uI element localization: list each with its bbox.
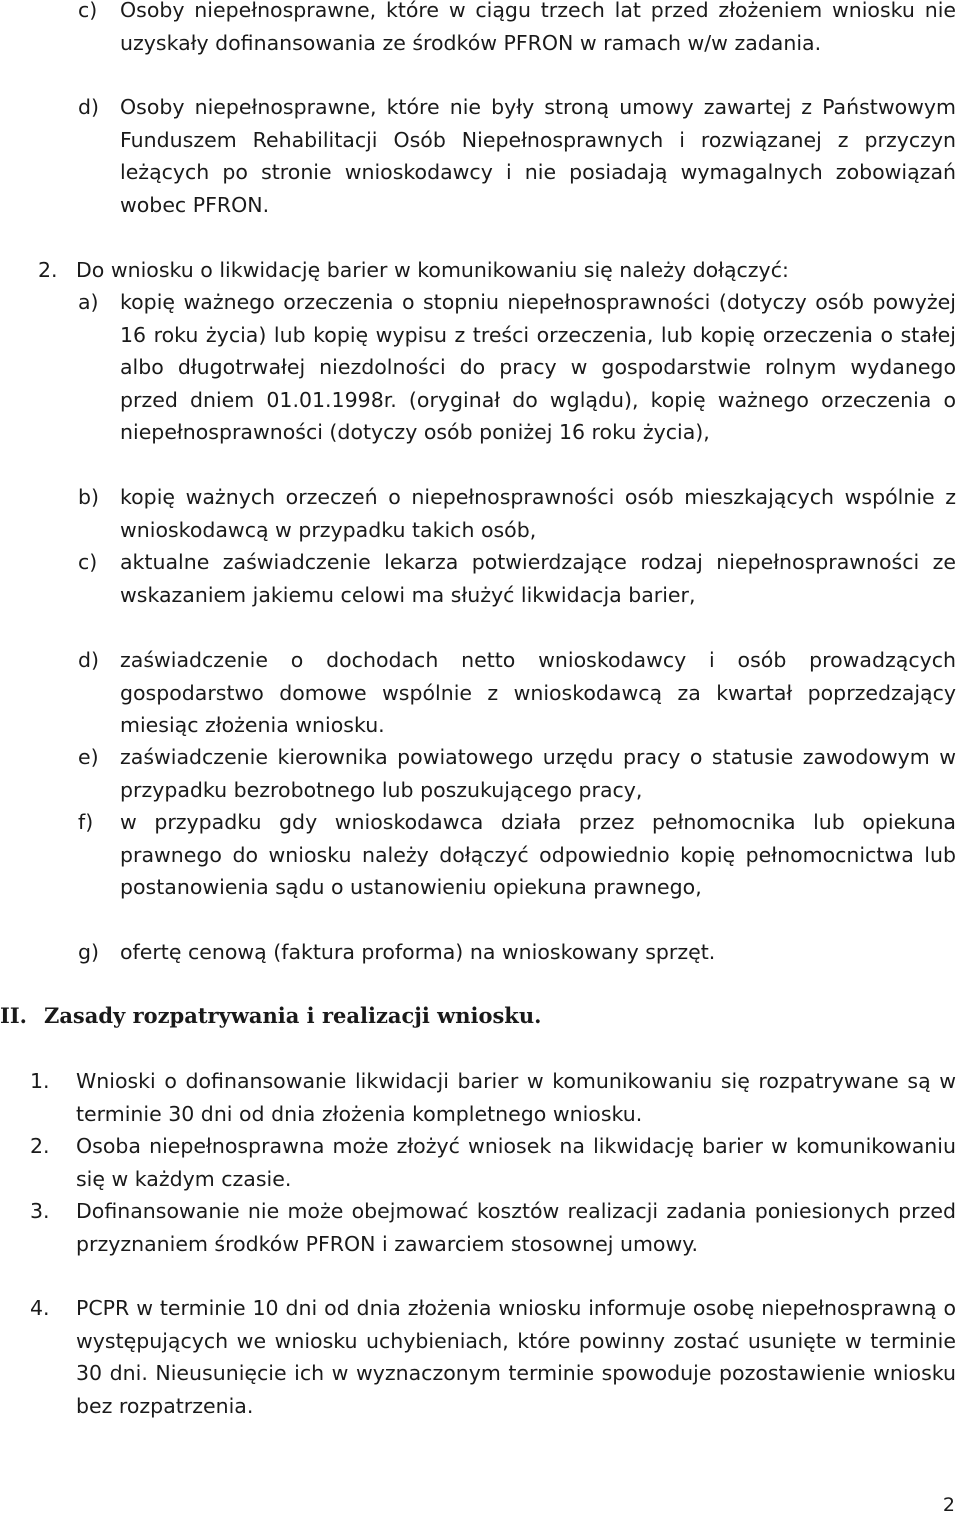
list-item-text: Osoby niepełnosprawne, które w ciągu trzech lat przed złożeniem wniosku nie uzyskały dofinansowania ze środków PFRON w ramach w/w zadania. bbox=[120, 0, 956, 55]
point-number: 2. bbox=[38, 258, 58, 282]
list-item-text: Osoba niepełnosprawna może złożyć wniosek na likwidację barier w komunikowaniu się w każdym czasie. bbox=[76, 1134, 956, 1191]
list-item-label: g) bbox=[78, 940, 100, 964]
list-item-text: kopię ważnego orzeczenia o stopniu niepełnosprawności (dotyczy osób powyżej 16 roku życia) lub kopię wypisu z treści orzeczenia, lub kopię orzeczenia o stałej albo długotrwałej niezdolności do pracy w gospodarstwie rolnym wydanego przed dniem 01.01.1998r. (oryginał do wglądu), kopię ważnego orzeczenia o niepełnosprawności (dotyczy osób poniżej 16 roku życia), bbox=[120, 290, 956, 444]
list-item-label: d) bbox=[78, 648, 100, 672]
list-item-label: b) bbox=[78, 485, 100, 509]
list-item-label: a) bbox=[78, 290, 99, 314]
list-item-text: Dofinansowanie nie może obejmować kosztów realizacji zadania poniesionych przed przyznaniem środków PFRON i zawarciem stosownej umowy. bbox=[76, 1199, 956, 1256]
list-item-label: f) bbox=[78, 810, 94, 834]
list-item-text: Osoby niepełnosprawne, które nie były stroną umowy zawartej z Państwowym Funduszem Rehabilitacji Osób Niepełnosprawnych i rozwiązanej z przyczyn leżących po stronie wnioskodawcy i nie posiadają wymagalnych zobowiązań wobec PFRON. bbox=[120, 95, 956, 217]
list-item-text: zaświadczenie o dochodach netto wnioskodawcy i osób prowadzących gospodarstwo domowe wspólnie z wnioskodawcą za kwartał poprzedzający miesiąc złożenia wniosku. bbox=[120, 648, 956, 737]
list-item-text: ofertę cenową (faktura proforma) na wnioskowany sprzęt. bbox=[120, 940, 716, 964]
list-item-label: c) bbox=[78, 0, 98, 22]
point-intro: Do wniosku o likwidację barier w komunikowaniu się należy dołączyć: bbox=[76, 258, 789, 282]
list-item-label: d) bbox=[78, 95, 100, 119]
list-item-label: 4. bbox=[30, 1296, 50, 1320]
list-item-label: 2. bbox=[30, 1134, 50, 1158]
section-number: II. bbox=[0, 1003, 27, 1028]
list-item-text: Wnioski o dofinansowanie likwidacji barier w komunikowaniu się rozpatrywane są w terminie 30 dni od dnia złożenia kompletnego wniosku. bbox=[76, 1069, 956, 1126]
list-item-text: w przypadku gdy wnioskodawca działa przez pełnomocnika lub opiekuna prawnego do wniosku należy dołączyć odpowiednio kopię pełnomocnictwa lub postanowienia sądu o ustanowieniu opiekuna prawnego, bbox=[120, 810, 956, 899]
list-item-text: kopię ważnych orzeczeń o niepełnosprawności osób mieszkających wspólnie z wnioskodawcą w przypadku takich osób, bbox=[120, 485, 956, 542]
page-number: 2 bbox=[942, 1494, 955, 1516]
section-title: Zasady rozpatrywania i realizacji wniosku. bbox=[44, 1003, 542, 1028]
list-item-label: 3. bbox=[30, 1199, 50, 1223]
list-item-label: c) bbox=[78, 550, 98, 574]
section-heading bbox=[0, 1000, 541, 1032]
list-item-label: e) bbox=[78, 745, 99, 769]
list-item-label: 1. bbox=[30, 1069, 50, 1093]
list-item-text: zaświadczenie kierownika powiatowego urzędu pracy o statusie zawodowym w przypadku bezrobotnego lub poszukującego pracy, bbox=[120, 745, 956, 802]
list-item-text: PCPR w terminie 10 dni od dnia złożenia wniosku informuje osobę niepełnosprawną o występujących we wniosku uchybieniach, które powinny zostać usunięte w terminie 30 dni. Nieusunięcie ich w wyznaczonym terminie spowoduje pozostawienie wniosku bez rozpatrzenia. bbox=[76, 1296, 956, 1418]
list-item-text: aktualne zaświadczenie lekarza potwierdzające rodzaj niepełnosprawności ze wskazaniem jakiemu celowi ma służyć likwidacja barier, bbox=[120, 550, 956, 607]
